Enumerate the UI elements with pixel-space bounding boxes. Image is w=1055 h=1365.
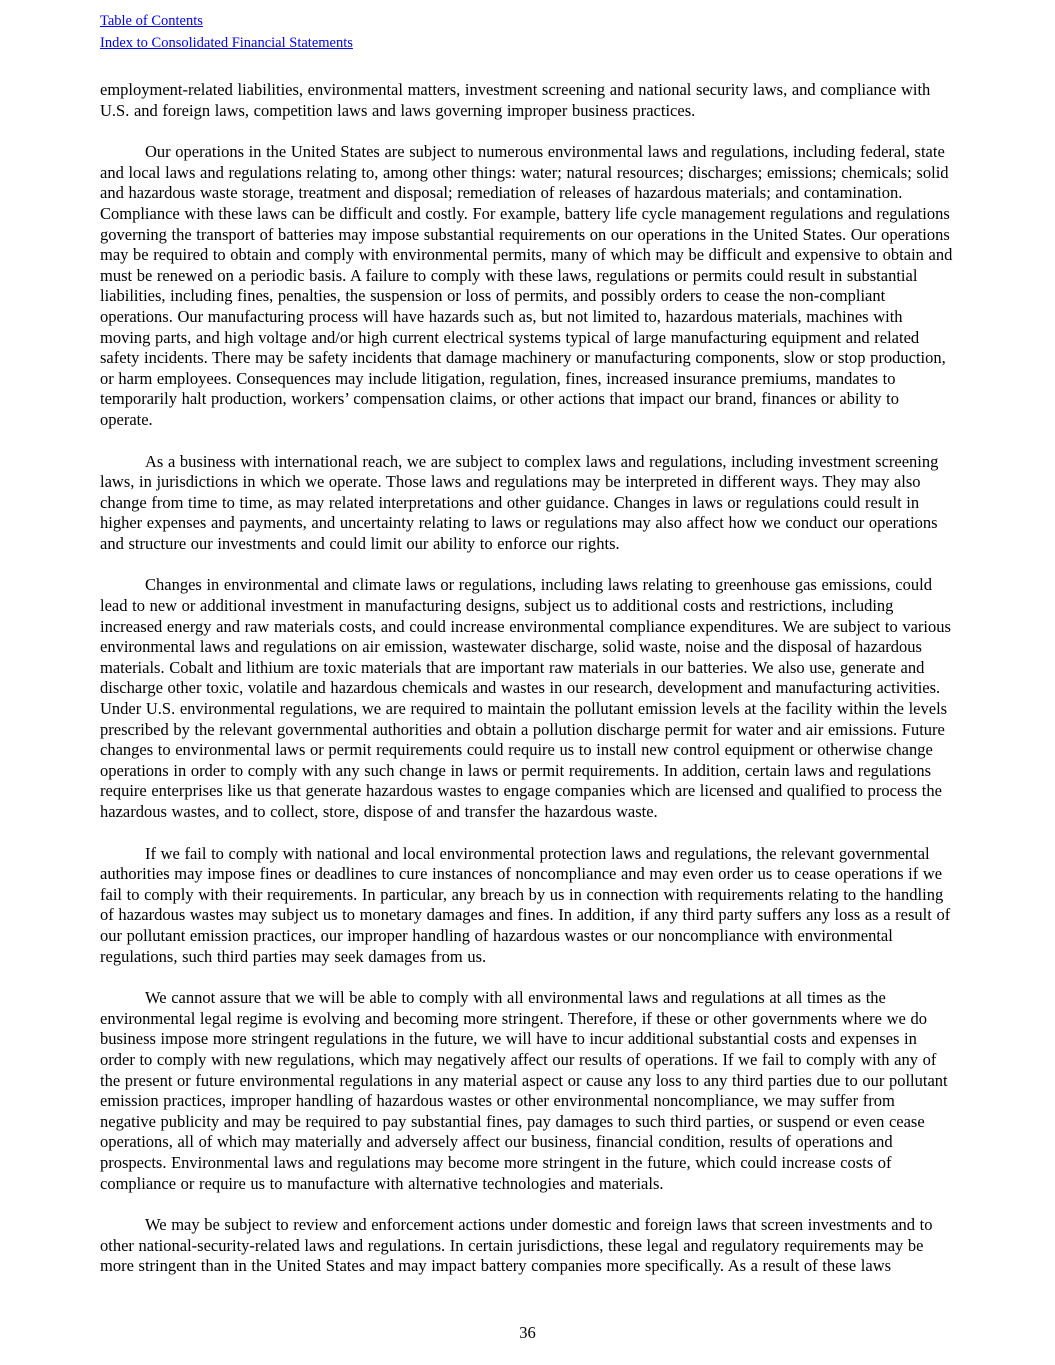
table-of-contents-link[interactable]: Table of Contents <box>100 13 203 29</box>
page-number: 36 <box>519 1323 536 1342</box>
paragraph: Changes in environmental and climate laws or regulations, including laws relating to greenhouse gas emissions, could lead to new or additional investment in manufacturing designs, subject us to additional costs and restrictions, including increased energy and raw materials costs, and could increase environmental compliance expenditures. We are subject to various environmental laws and regulations on air emission, wastewater discharge, solid waste, noise and the disposal of hazardous materials. Cobalt and lithium are toxic materials that are important raw materials in our batteries. We also use, generate and discharge other toxic, volatile and hazardous chemicals and wastes in our research, development and manufacturing activities. Under U.S. environmental regulations, we are required to maintain the pollutant emission levels at the facility within the levels prescribed by the relevant governmental authorities and obtain a pollution discharge permit for water and air emissions. Future changes to environmental laws or permit requirements could require us to install new control equipment or otherwise change operations in order to comply with any such change in laws or permit requirements. In addition, certain laws and regulations require enterprises like us that generate hazardous wastes to engage companies which are licensed and qualified to process the hazardous wastes, and to collect, store, dispose of and transfer the hazardous waste. <box>100 575 951 821</box>
paragraph-continuation: employment-related liabilities, environmental matters, investment screening and national security laws, and compliance with U.S. and foreign laws, competition laws and laws governing improper business practices. <box>100 80 931 120</box>
page-footer <box>0 1323 1055 1343</box>
paragraph: Our operations in the United States are subject to numerous environmental laws and regulations, including federal, state and local laws and regulations relating to, among other things: water; natural resources; discharges; emissions; chemicals; solid and hazardous waste storage, treatment and disposal; remediation of releases of hazardous materials; and contamination. Compliance with these laws can be difficult and costly. For example, battery life cycle management regulations and regulations governing the transport of batteries may impose substantial requirements on our operations in the United States. Our operations may be required to obtain and comply with environmental permits, many of which may be difficult and expensive to obtain and must be renewed on a periodic basis. A failure to comply with these laws, regulations or permits could result in substantial liabilities, including fines, penalties, the suspension or loss of permits, and possibly orders to cease the non-compliant operations. Our manufacturing process will have hazards such as, but not limited to, hazardous materials, machines with moving parts, and high voltage and/or high current electrical systems typical of large manufacturing equipment and related safety incidents. There may be safety incidents that damage machinery or manufacturing components, slow or stop production, or harm employees. Consequences may include litigation, regulation, fines, increased insurance premiums, mandates to temporarily halt production, workers’ compensation claims, or other actions that impact our brand, finances or ability to operate. <box>100 142 953 429</box>
body-text <box>100 80 955 1277</box>
paragraph: If we fail to comply with national and local environmental protection laws and regulations, the relevant governmental authorities may impose fines or deadlines to cure instances of noncompliance and may even order us to cease operations if we fail to comply with their requirements. In particular, any breach by us in connection with requirements relating to the handling of hazardous wastes may subject us to monetary damages and fines. In addition, if any third party suffers any loss as a result of our pollutant emission practices, our improper handling of hazardous wastes or our noncompliance with environmental regulations, such third parties may seek damages from us. <box>100 843 951 966</box>
paragraph: As a business with international reach, we are subject to complex laws and regulations, including investment screening laws, in jurisdictions in which we operate. Those laws and regulations may be interpreted in different ways. They may also change from time to time, as may related interpretations and other guidance. Changes in laws or regulations could result in higher expenses and payments, and uncertainty relating to laws or regulations may also affect how we conduct our operations and structure our investments and could limit our ability to enforce our rights. <box>100 451 939 553</box>
header-links <box>100 10 955 54</box>
link-row <box>100 32 955 54</box>
paragraph: We cannot assure that we will be able to comply with all environmental laws and regulations at all times as the environmental legal regime is evolving and becoming more stringent. Therefore, if these or other governments where we do business impose more stringent regulations in the future, we will have to incur additional substantial costs and expenses in order to comply with new regulations, which may negatively affect our results of operations. If we fail to comply with any of the present or future environmental regulations in any material aspect or cause any loss to any third parties due to our pollutant emission practices, improper handling of hazardous wastes or other environmental noncompliance, we may suffer from negative publicity and may be required to pay substantial fines, pay damages to such third parties, or suspend or even cease operations, all of which may materially and adversely affect our business, financial condition, results of operations and prospects. Environmental laws and regulations may become more stringent in the future, which could increase costs of compliance or require us to manufacture with alternative technologies and materials. <box>100 988 948 1193</box>
paragraph: We may be subject to review and enforcement actions under domestic and foreign laws that screen investments and to other national-security-related laws and regulations. In certain jurisdictions, these legal and regulatory requirements may be more stringent than in the United States and may impact battery companies more specifically. As a result of these laws <box>100 1215 933 1276</box>
index-to-financial-statements-link[interactable]: Index to Consolidated Financial Statements <box>100 35 353 51</box>
link-row <box>100 10 955 32</box>
